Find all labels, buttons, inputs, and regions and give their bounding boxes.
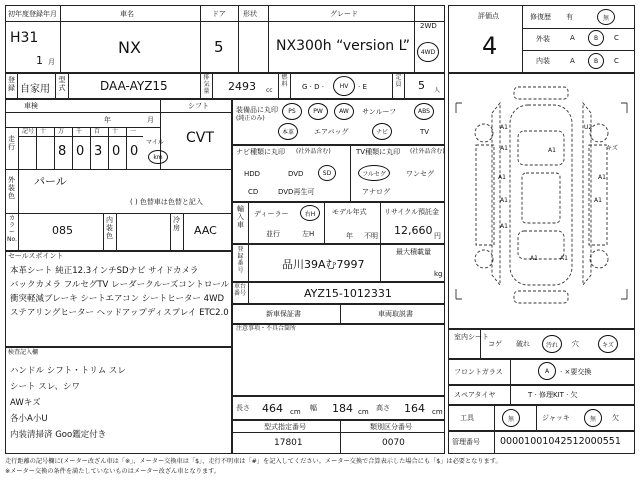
shape-label: 形状: [243, 10, 257, 18]
selling-point-line: バックカメラ フルセグTV レーダークルーズコントロール: [10, 280, 230, 290]
equipment-item: エアバッグ: [314, 128, 349, 136]
damage-mark: A1: [500, 197, 508, 204]
color-change-note: ( ) 色替車は色替と記入: [130, 198, 203, 206]
damage-mark: A1: [548, 147, 556, 154]
drive-4wd-circled: 4WD: [417, 42, 439, 62]
repair-yes: 有: [566, 13, 573, 21]
interior-color-label: 内装色: [106, 216, 113, 241]
damage-mark: U2: [584, 124, 593, 131]
damage-mark: A1: [500, 124, 508, 131]
grade-option: A: [570, 34, 575, 42]
model-year-year-label: 年: [346, 232, 353, 240]
type-number-value: 17801: [274, 438, 303, 448]
notes-label: 注意事項・不具合箇所: [236, 325, 297, 332]
import-dealer: ディーラー: [254, 210, 289, 218]
drive-2wd: 2WD: [420, 22, 437, 30]
exterior-color-label: 外装色: [8, 176, 15, 201]
repair-label: 修復歴: [530, 13, 551, 21]
navi-label: ナビ種類に丸印: [236, 148, 285, 156]
shift-label: シフト: [188, 102, 209, 110]
damage-mark: キズ: [606, 145, 618, 152]
damage-mark: A1: [560, 255, 568, 262]
tv-circled: フルセグ: [358, 165, 390, 181]
mileage-place-label: 十: [40, 128, 47, 135]
inspector-note-line: AWキズ: [10, 398, 41, 408]
equipment-circled: PW: [308, 103, 328, 120]
damage-mark: A1: [500, 145, 508, 152]
exterior-grade-label: 外装: [536, 35, 550, 43]
grade-circled: B: [588, 53, 604, 69]
first-reg-month: 1: [36, 54, 43, 67]
first-reg-era-year: H31: [10, 30, 39, 46]
capacity-label: 定員: [395, 74, 402, 88]
inspector-notes-label: 検査記入欄: [8, 349, 39, 356]
seat-option: 穴: [572, 340, 579, 348]
jack-label: ジャッキ: [542, 414, 570, 422]
front-glass-label: フロントガラス: [454, 368, 503, 376]
inspection-label: 車検: [24, 102, 38, 110]
width-value: 184: [332, 402, 353, 415]
tv-label: TV種類に丸印: [356, 148, 401, 156]
inspector-note-line: ハンドル シフト・トリム スレ: [10, 366, 126, 376]
damage-mark: A1: [498, 174, 506, 181]
grade-circled: B: [588, 30, 604, 46]
fuel-hv-circled: HV: [333, 76, 355, 96]
equipment-circled: PS: [282, 103, 302, 120]
tv-sublabel: (社外品含む): [410, 148, 445, 155]
width-unit: cm: [358, 408, 369, 416]
reg-type-label: 登録: [8, 76, 15, 93]
registration-label: 登録番号: [237, 246, 244, 274]
inspector-note-line: 内装清掃済 Goo鑑定付き: [10, 430, 107, 440]
mileage-place-label: 記号: [22, 128, 35, 135]
type-number-label: 型式指定番号: [264, 423, 306, 431]
mileage-place-label: 万: [58, 128, 65, 135]
navi-sublabel: (社外品含む): [296, 148, 331, 155]
height-value: 164: [404, 402, 425, 415]
interior-grade-label: 内装: [536, 57, 550, 65]
footer-line-2: ※メーター交換の条件を満たしていないものはメーター改ざん車となります。: [5, 468, 221, 475]
capacity: 5: [418, 79, 425, 92]
model-year-label: モデル年式: [332, 208, 367, 216]
registration-value: 品川39Aむ7997: [282, 258, 365, 271]
mileage-label: 走行: [8, 135, 15, 152]
control-number-value: 000010010425120005​51: [500, 436, 621, 447]
displacement-label: 排気量: [203, 74, 210, 95]
grade-label: グレード: [330, 10, 358, 18]
damage-mark: A1: [530, 255, 538, 262]
footer-line-1: 走行距離の記号欄に(メーター改ざん車は「※」、メーター交換車は「$」、走行不明車は「#」を記入してください。メーター交換で合算表示した場合にも「$」は必要となります。: [5, 458, 502, 465]
warranty-row: [232, 304, 445, 324]
tv-item: アナログ: [362, 188, 390, 196]
class-number-label: 類別区分番号: [370, 423, 412, 431]
seat-option-circled: キズ: [598, 335, 618, 353]
capacity-unit: 人: [434, 87, 441, 94]
tools-label: 工具: [460, 414, 474, 422]
damage-mark: A1: [598, 174, 606, 181]
damage-mark: A1: [500, 223, 508, 230]
equipment-circled: ABS: [414, 103, 434, 120]
chassis-value: AYZ15-1012331: [304, 287, 392, 300]
unit-km-circled: km: [148, 150, 168, 164]
equipment-item: サンルーフ: [362, 108, 397, 116]
notes-box: [232, 324, 445, 396]
reg-type: 自家用: [20, 84, 50, 95]
mileage-place-label: 千: [76, 128, 83, 135]
navi-item: DVD再生可: [278, 188, 315, 196]
equipment-label: 装備品に丸印: [236, 106, 278, 114]
repair-no-circled: 無: [597, 9, 615, 25]
tv-item: ワンセグ: [406, 170, 434, 178]
height-unit: cm: [432, 408, 443, 416]
inspector-note-line: 各小A小U: [10, 414, 48, 424]
new-car-warranty: 新車保証書: [266, 310, 301, 318]
max-load-unit: kg: [434, 270, 443, 278]
inspector-note-line: シート スレ、シワ: [10, 382, 81, 392]
displacement-unit: cc: [266, 87, 273, 94]
import-left-h: 左H: [302, 230, 315, 238]
car-name: NX: [118, 38, 141, 57]
control-number-label: 管理番号: [452, 438, 480, 446]
grade-option: A: [570, 57, 575, 65]
grade-option: C: [614, 57, 619, 65]
navi-item: HDD: [244, 170, 261, 178]
height-label: 高さ: [376, 404, 390, 412]
class-number-value: 0070: [382, 438, 405, 448]
inspection-month-label: 月: [147, 116, 154, 124]
spec-row: [5, 73, 445, 99]
model-year-value: 不明: [364, 232, 378, 240]
doors-label: ドア: [212, 10, 226, 18]
manual: 車両取説書: [378, 310, 413, 318]
equipment-circled: 本革: [278, 123, 298, 140]
width-label: 幅: [310, 404, 317, 412]
mile-label: マイル: [146, 139, 164, 146]
color-code-label: カラーNo.: [7, 215, 17, 243]
equipment-circled: ナビ: [372, 123, 392, 140]
model-code: DAA-AYZ15: [100, 79, 168, 93]
model-label: 型式: [58, 76, 66, 93]
length-label: 長さ: [236, 404, 250, 412]
length-value: 464: [262, 402, 283, 415]
grade-option: C: [614, 34, 619, 42]
selling-point-line: 本革シート 純正12.3インチSDナビ サイドカメラ: [10, 266, 199, 276]
equipment-circled: AW: [334, 103, 354, 120]
navi-item: CD: [248, 188, 259, 196]
mileage-digit: 3: [94, 144, 103, 159]
mileage-place-label: 十: [112, 128, 119, 135]
equipment-sublabel: (純正のみ): [236, 115, 265, 122]
selling-point-line: ステアリングヒーター ヘッドアップディスプレイ ETC2.0: [10, 308, 229, 318]
fuel-options: G · D ·: [302, 83, 324, 91]
max-load-label: 最大積載量: [396, 248, 431, 256]
jack-missing: 欠: [612, 414, 619, 422]
right-hand-circled: 右H: [300, 205, 320, 221]
chassis-label: 車台番号: [234, 283, 247, 297]
mileage-place-label: 一: [130, 128, 137, 135]
mileage-digit: 0: [76, 144, 85, 159]
mileage-place-label: 百: [94, 128, 101, 135]
recycle-value: 12,660: [394, 224, 433, 237]
mileage-digit: 8: [58, 144, 67, 159]
first-reg-label: 初年度登録年月: [8, 10, 57, 18]
grade: NX300h “version L”: [276, 38, 410, 54]
import-label: 輸入車: [237, 205, 244, 230]
car-name-label: 車名: [120, 10, 134, 18]
seat-option-circled: 汚れ: [542, 335, 562, 353]
seat-option: コゲ: [488, 340, 502, 348]
ac-label: 冷房: [173, 216, 180, 233]
car-outline-diagram: [448, 73, 635, 329]
doors: 5: [214, 38, 224, 56]
selling-point-line: 衝突軽減ブレーキ シートエアコン シートヒーター 4WD: [10, 294, 225, 304]
seat-option: 破れ: [516, 340, 530, 348]
inspection-year-label: 年: [104, 116, 111, 124]
jack-none-circled: 無: [584, 409, 602, 427]
recycle-label: リサイクル預託金: [384, 208, 440, 216]
fuel-other: · E: [358, 83, 367, 91]
front-glass-other: · ×要交換: [560, 368, 592, 376]
navi-item: DVD: [288, 170, 304, 178]
shift-value: CVT: [186, 130, 214, 146]
length-unit: cm: [290, 408, 301, 416]
mileage-digit: 0: [130, 144, 139, 159]
front-glass-a-circled: A: [538, 362, 556, 380]
exterior-color: パール: [34, 175, 67, 188]
navi-circled: SD: [318, 165, 336, 181]
ac-value: AAC: [194, 224, 217, 237]
mileage-digit: 0: [112, 144, 121, 159]
evaluation-score: 4: [482, 32, 498, 60]
equipment-item: TV: [420, 128, 430, 136]
spare-tire-label: スペアタイヤ: [454, 391, 496, 399]
import-parallel: 並行: [266, 230, 280, 238]
recycle-unit: 円: [434, 232, 441, 240]
damage-mark: A1: [594, 197, 602, 204]
displacement: 2493: [228, 80, 256, 93]
color-code: 085: [52, 224, 73, 237]
evaluation-label: 評価点: [478, 12, 499, 20]
interior-seat-label: 室内シート: [454, 333, 489, 341]
selling-points-label: セールスポイント: [8, 252, 64, 260]
spare-tire-options: T · 修理KIT · 欠: [528, 391, 578, 399]
fuel-label: 燃料: [281, 74, 288, 88]
first-reg-month-suffix: 月: [48, 58, 55, 66]
tools-none-circled: 無: [502, 409, 520, 427]
